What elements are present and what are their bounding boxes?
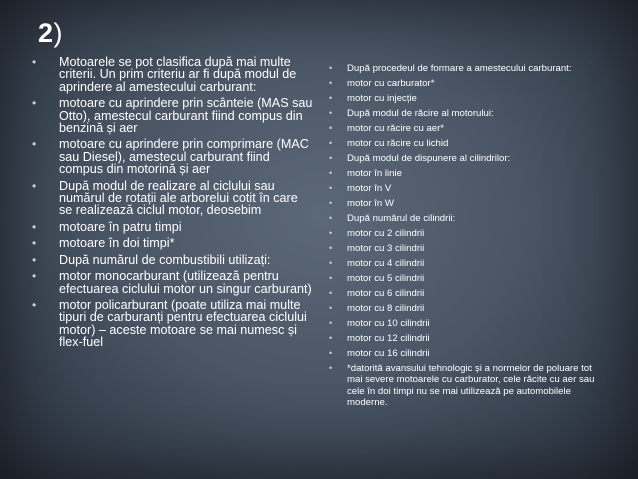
bullet-icon: •	[329, 182, 333, 193]
list-item-text: motor monocarburant (utilizează pentru efectuarea ciclului motor un singur carburant)	[59, 269, 312, 296]
list-item-text: După modul de realizare al ciclului sau numărul de rotații ale arborelui cotit în care se realizează ciclul motor, deosebim	[59, 178, 298, 218]
list-item	[327, 183, 597, 195]
list-item	[327, 258, 597, 270]
bullet-icon: •	[329, 197, 333, 208]
bullet-icon: •	[329, 122, 333, 133]
bullet-icon: •	[329, 167, 333, 178]
bullet-icon: •	[32, 219, 37, 234]
list-item	[327, 93, 597, 105]
list-item-text: motor cu 6 cilindrii	[347, 287, 425, 299]
list-item	[30, 270, 314, 295]
bullet-icon: •	[32, 236, 37, 251]
bullet-icon: •	[329, 63, 333, 73]
bullet-icon: •	[329, 287, 333, 298]
list-item	[327, 198, 597, 210]
list-item-text: motor cu injecție	[347, 92, 417, 104]
list-item-text: motor cu 4 cilindrii	[347, 257, 425, 269]
list-item	[327, 273, 597, 285]
list-item	[30, 237, 314, 249]
list-item-text: motor cu carburator*	[347, 77, 435, 89]
list-item	[327, 243, 597, 255]
list-item-text: motor policarburant (poate utiliza mai multe tipuri de carburanți pentru efectuarea ciclului motor) – aceste motoare se mai numesc și flex-fuel	[59, 297, 307, 350]
list-item-text: motor cu 3 cilindrii	[347, 242, 425, 254]
bullet-icon: •	[329, 272, 333, 283]
bullet-icon: •	[32, 252, 37, 267]
bullet-icon: •	[32, 137, 37, 152]
list-item-text: motor în V	[347, 182, 392, 194]
list-item	[30, 97, 314, 134]
list-item	[327, 363, 597, 409]
list-item	[30, 180, 314, 217]
list-item	[327, 213, 597, 225]
list-item-text: După procedeul de formare a amestecului carburant:	[347, 63, 572, 74]
list-item	[327, 333, 597, 345]
list-item	[327, 318, 597, 330]
slide-title	[38, 18, 63, 49]
list-item	[30, 221, 314, 233]
right-bullet-list	[327, 63, 597, 412]
list-item-text: *datorită avansului tehnologic și a normelor de poluare tot mai severe motoarele cu carburator, cele răcite cu aer sau cele în doi timpi nu se mai utilizează pe automobilele moderne.	[347, 362, 595, 409]
list-item	[30, 299, 314, 349]
list-item-text: motoare cu aprindere prin scânteie (MAS sau Otto), amestecul carburant fiind compus din benzină și aer	[59, 96, 313, 136]
list-item-text: După numărul de combustibili utilizați:	[59, 252, 271, 267]
bullet-icon: •	[32, 269, 37, 284]
list-item	[327, 348, 597, 360]
list-item	[327, 228, 597, 240]
bullet-icon: •	[329, 362, 333, 373]
list-item	[327, 108, 597, 120]
list-item	[327, 153, 597, 165]
slide-title-paren: )	[53, 18, 64, 48]
bullet-icon: •	[329, 242, 333, 253]
list-item	[327, 303, 597, 315]
left-bullet-list	[30, 56, 314, 353]
list-item	[327, 78, 597, 90]
list-item	[30, 254, 314, 266]
list-item-text: motor cu 5 cilindrii	[347, 272, 425, 284]
bullet-icon: •	[329, 332, 333, 343]
bullet-icon: •	[329, 77, 333, 88]
bullet-icon: •	[32, 96, 37, 111]
bullet-icon: •	[329, 257, 333, 268]
list-item-text: După numărul de cilindrii:	[347, 212, 456, 224]
list-item-text: motoare în patru timpi	[59, 219, 182, 234]
bullet-icon: •	[32, 297, 37, 312]
bullet-icon: •	[329, 302, 333, 313]
list-item	[30, 138, 314, 175]
list-item-text: motor cu 8 cilindrii	[347, 302, 425, 314]
bullet-icon: •	[329, 347, 333, 358]
list-item	[327, 123, 597, 135]
list-item	[327, 63, 597, 75]
list-item	[327, 168, 597, 180]
list-item-text: motor cu răcire cu lichid	[347, 137, 449, 149]
bullet-icon: •	[329, 317, 333, 328]
list-item	[327, 288, 597, 300]
list-item	[30, 56, 314, 93]
list-item-text: După modul de dispunere al cilindrilor:	[347, 152, 511, 164]
bullet-icon: •	[329, 92, 333, 103]
bullet-icon: •	[329, 152, 333, 163]
bullet-icon: •	[32, 55, 37, 69]
list-item-text: motor cu răcire cu aer*	[347, 122, 445, 134]
list-item-text: motor cu 10 cilindrii	[347, 317, 430, 329]
list-item	[327, 138, 597, 150]
bullet-icon: •	[329, 227, 333, 238]
list-item-text: motor în linie	[347, 167, 402, 179]
list-item-text: motor în W	[347, 197, 394, 209]
bullet-icon: •	[329, 212, 333, 223]
list-item-text: motor cu 16 cilindrii	[347, 347, 430, 359]
list-item-text: motoare cu aprindere prin comprimare (MAC sau Diesel), amestecul carburant fiind compus din motorină și aer	[59, 137, 309, 177]
list-item-text: motor cu 12 cilindrii	[347, 332, 430, 344]
bullet-icon: •	[329, 137, 333, 148]
bullet-icon: •	[329, 107, 333, 118]
slide-title-number: 2	[38, 18, 54, 48]
list-item-text: motor cu 2 cilindrii	[347, 227, 425, 239]
list-item-text: motoare în doi timpi*	[59, 236, 175, 251]
list-item-text: Motoarele se pot clasifica după mai multe criterii. Un prim criteriu ar fi după modul de aprindere al amestecului carburant:	[59, 55, 297, 94]
list-item-text: După modul de răcire al motorului:	[347, 107, 494, 119]
bullet-icon: •	[32, 178, 37, 193]
